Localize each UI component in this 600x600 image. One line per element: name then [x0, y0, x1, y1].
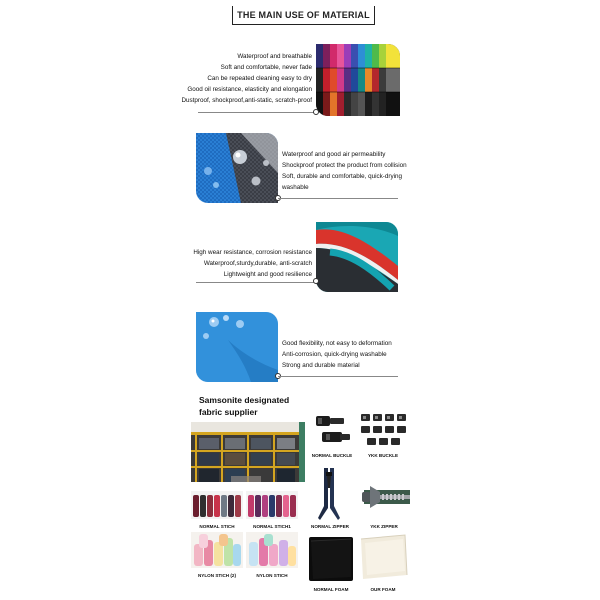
caption-ykk-buckle: YKK BUCKLE: [367, 453, 399, 458]
factory-photo: [191, 422, 299, 482]
header-box: [232, 6, 375, 25]
divider-line: [278, 198, 398, 199]
caption-nylon-stich: NYLON STICH: [256, 573, 288, 578]
feature-text: Waterproof and good air permeability: [282, 151, 386, 158]
fabric-swatch-colorful: [316, 44, 400, 116]
normal-foam-image: [309, 537, 353, 581]
caption-normal-zipper: NORMAL ZIPPER: [311, 524, 349, 529]
connector-dot: [313, 278, 319, 284]
material-3-features: [160, 247, 312, 280]
material-4-features: [282, 338, 392, 371]
supplier-heading: [199, 394, 289, 418]
feature-text: Strong and durable material: [282, 362, 360, 369]
material-2-features: [282, 149, 407, 193]
nylon-stich-2-image: [191, 532, 243, 568]
feature-text: Lightweight and good resilience: [223, 271, 312, 278]
feature-text: Soft and comfortable, never fade: [220, 64, 312, 71]
feature-text: High wear resistance, corrosion resistance: [193, 249, 312, 256]
feature-text: washable: [282, 184, 309, 191]
ykk-zipper-image: [360, 478, 410, 514]
feature-text: Good oil resistance, elasticity and elongation: [187, 86, 312, 93]
feature-text: Can be repeated cleaning easy to dry: [207, 75, 312, 82]
divider-line: [198, 112, 318, 113]
supplier-line-1: Samsonite designated: [199, 395, 290, 405]
feature-text: Anti-corrosion, quick-drying washable: [282, 351, 387, 358]
material-1-features: [160, 51, 312, 106]
page-title: THE MAIN USE OF MATERIAL: [237, 10, 370, 20]
feature-text: Soft, durable and comfortable, quick-drying: [282, 173, 403, 180]
divider-line: [196, 282, 318, 283]
caption-normal-stich1: NORMAL STICH1: [253, 524, 291, 529]
caption-normal-foam: NORMAL FOAM: [313, 587, 349, 592]
fabric-strip: [299, 422, 305, 482]
our-foam-image: [359, 533, 409, 583]
normal-zipper-image: [316, 468, 342, 520]
fabric-swatch-blue-waterproof: [196, 133, 278, 203]
caption-our-foam: OUR FOAM: [370, 587, 396, 592]
normal-stich1-image: [246, 491, 298, 519]
fabric-swatch-teal-webbing: [316, 222, 398, 292]
feature-text: Waterproof and breathable: [237, 53, 312, 60]
caption-normal-stich: NORMAL STICH: [199, 524, 235, 529]
connector-dot: [313, 109, 319, 115]
feature-text: Shockproof protect the product from collision: [282, 162, 407, 169]
feature-text: Waterproof,sturdy,durable, anti-scratch: [203, 260, 312, 267]
divider-line: [278, 376, 398, 377]
caption-normal-buckle: NORMAL BUCKLE: [311, 453, 353, 458]
normal-stich-image: [191, 491, 243, 519]
ykk-buckle-image: [358, 411, 408, 451]
fabric-swatch-blue-droplets: [196, 312, 278, 382]
nylon-stich-image: [246, 532, 298, 568]
feature-text: Good flexibility, not easy to deformation: [282, 340, 392, 347]
caption-ykk-zipper: YKK ZIPPER: [370, 524, 398, 529]
normal-buckle-image: [312, 412, 354, 450]
supplier-line-2: fabric supplier: [199, 407, 258, 417]
feature-text: Dustproof, shockproof,anti-static, scratch-proof: [181, 97, 312, 104]
caption-nylon-stich-2: NYLON STICH (2): [197, 573, 237, 578]
